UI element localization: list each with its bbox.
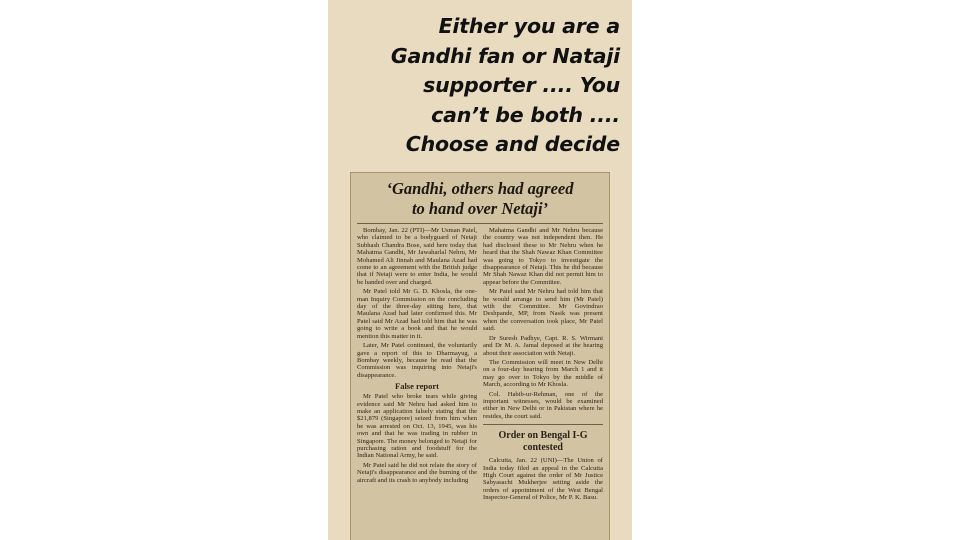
caption-line: Choose and decide xyxy=(405,132,620,156)
article-column-left xyxy=(357,227,477,527)
caption-line: Gandhi fan or Nataji xyxy=(390,43,620,68)
article-paragraph: Mr Patel said Mr Nehru had told him that he would arrange to send him (Mr Patel) with the Committee. Mr Govindrao Deshpande, MP, from Nasik was present when the conversation took place, Mr Patel said. xyxy=(483,288,603,333)
article-paragraph: Calcutta, Jan. 22 (UNI)—The Union of India today filed an appeal in the Calcutta High Court against the order of Mr Justice Sabyasachi Mukherjee setting aside the orders of appointment of the West Bengal Inspector-General of Police, Mr P. K. Basu. xyxy=(483,457,603,502)
article-paragraph: Mr Patel told Mr G. D. Khosla, the one-man Inquiry Commission on the concluding day of the three-day sitting here, that Maulana Azad had later confirmed this. Mr Patel said Mr Azad had told him that he was going to write a book and that he would mention this matter in it. xyxy=(357,288,477,340)
article-column-right xyxy=(483,227,603,527)
article-paragraph: The Commission will meet in New Delhi on a four-day hearing from March 1 and it may go over to Tokyo by the middle of March, according to Mr Khosla. xyxy=(483,358,603,389)
article-paragraph: Later, Mr Patel continued, the voluntarily gave a report of this to Dharmayug, a Bombay weekly, because he read that the Commission was inquiring into Netaji's disappearance. xyxy=(357,342,477,379)
article-paragraph: Mr Patel said he did not relate the story of Netaji's disappearance and the burning of the aircraft and its crash to anybody including xyxy=(357,461,477,484)
story-panel xyxy=(328,0,632,540)
article-paragraph: Col. Habib-ur-Rehman, one of the important witnesses, would be examined either in New Delhi or in Pakistan where he resides, the court said. xyxy=(483,390,603,420)
article-columns xyxy=(351,224,609,527)
secondary-article xyxy=(483,424,603,501)
caption-line: Either you are a xyxy=(438,14,620,38)
article-paragraph: Mr Patel who broke tears while giving evidence said Mr Nehru had asked him to make an application falsely stating that the $21,879 (Singapore) seized from him when he was arrested on Oct. 13, 1945, was his own and that he was trading in rubber in Singapore. The money belonged to Netaji for purchasing ration and foodstuff for the Indian National Army, he said. xyxy=(357,393,477,460)
caption-text xyxy=(328,12,620,160)
headline-line: ‘Gandhi, others had agreed xyxy=(386,179,574,198)
article-paragraph: Dr Suresh Padhye, Capt. R. S. Wirmani and Dr M. A. Jamal deposed at the hearing about their association with Netaji. xyxy=(483,334,603,357)
caption-line: supporter .... You xyxy=(423,73,620,97)
secondary-headline: Order on Bengal I-G contested xyxy=(498,430,588,454)
clipping-headline xyxy=(355,179,605,219)
article-paragraph: Mahatma Gandhi and Mr Nehru because the country was not independent then. He had disclosed these to Mr Nehru when he heard that the Shah Nawaz Khan Committee was going to Tokyo to investigate the disappearance of Netaji. This he did because Mr Shah Nawaz Khan did not permit him to appear before the Committee. xyxy=(483,227,603,286)
newspaper-clipping xyxy=(350,172,610,540)
caption-line: can’t be both .... xyxy=(431,102,620,127)
article-paragraph: Bombay, Jan. 22 (PTI)—Mr Usman Patel, who claimed to be a bodyguard of Netaji Subhash Chandra Bose, said here today that Mahatma Gandhi, Mr Jawaharlal Nehru, Mr Mohamed Ali Jinnah and Maulana Azad had come to an agreement with the British judge that if Netaji were to enter India, he would be handed over and charged. xyxy=(357,227,477,286)
headline-line: to hand over Netaji’ xyxy=(411,199,549,218)
article-subheading: False report xyxy=(395,381,439,392)
